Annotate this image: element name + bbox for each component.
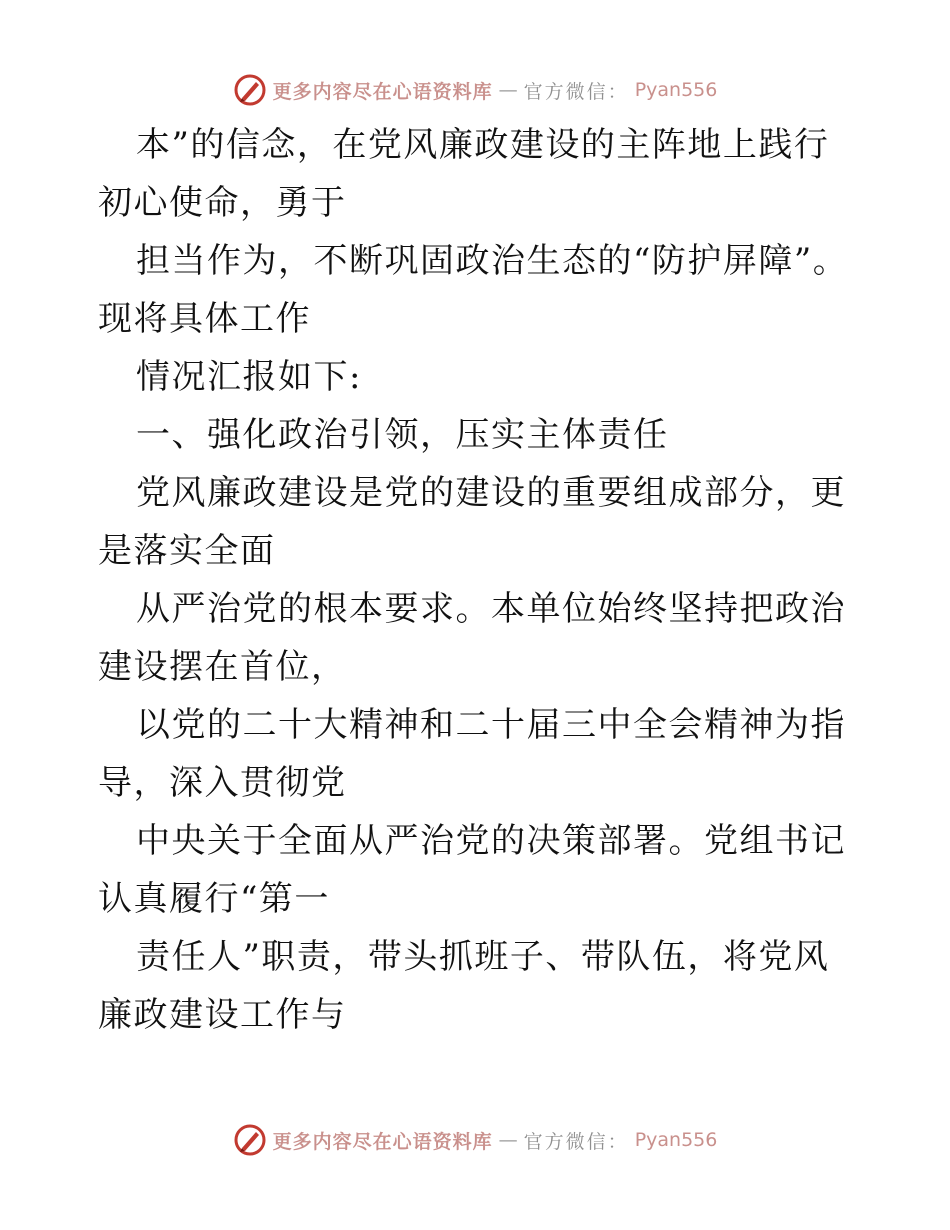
watermark-main-text: 更多内容尽在心语资料库 [272,80,493,103]
paragraph: 本”的信念，在党风廉政建设的主阵地上践行初心使命，勇于 [98,125,830,223]
header-watermark [0,70,950,110]
watermark-dash: — [498,79,518,101]
watermark-sub-text: 官方微信： [523,80,629,103]
paragraph: 中央关于全面从严治党的决策部署。党组书记认真履行“第一 [98,821,846,919]
watermark-wechat-id: Pyan556 [634,79,718,101]
paragraph: 从严治党的根本要求。本单位始终坚持把政治建设摆在首位， [98,589,846,687]
watermark-sub-text: 官方微信： [523,1130,629,1153]
footer-watermark [0,1120,950,1160]
pen-logo-icon [233,1123,267,1157]
watermark-wechat-id: Pyan556 [634,1129,718,1151]
section-heading: 一、强化政治引领，压实主体责任 [136,415,669,455]
document-body [98,116,858,1044]
paragraph: 担当作为，不断巩固政治生态的“防护屏障”。现将具体工作 [98,241,849,339]
watermark-dash: — [498,1129,518,1151]
paragraph: 情况汇报如下: [136,357,362,397]
paragraph: 以党的二十大精神和二十届三中全会精神为指导，深入贯彻党 [98,705,846,803]
watermark-main-text: 更多内容尽在心语资料库 [272,1130,493,1153]
paragraph: 责任人”职责，带头抓班子、带队伍，将党风廉政建设工作与 [98,937,830,1035]
paragraph: 党风廉政建设是党的建设的重要组成部分，更是落实全面 [98,473,846,571]
pen-logo-icon [233,73,267,107]
